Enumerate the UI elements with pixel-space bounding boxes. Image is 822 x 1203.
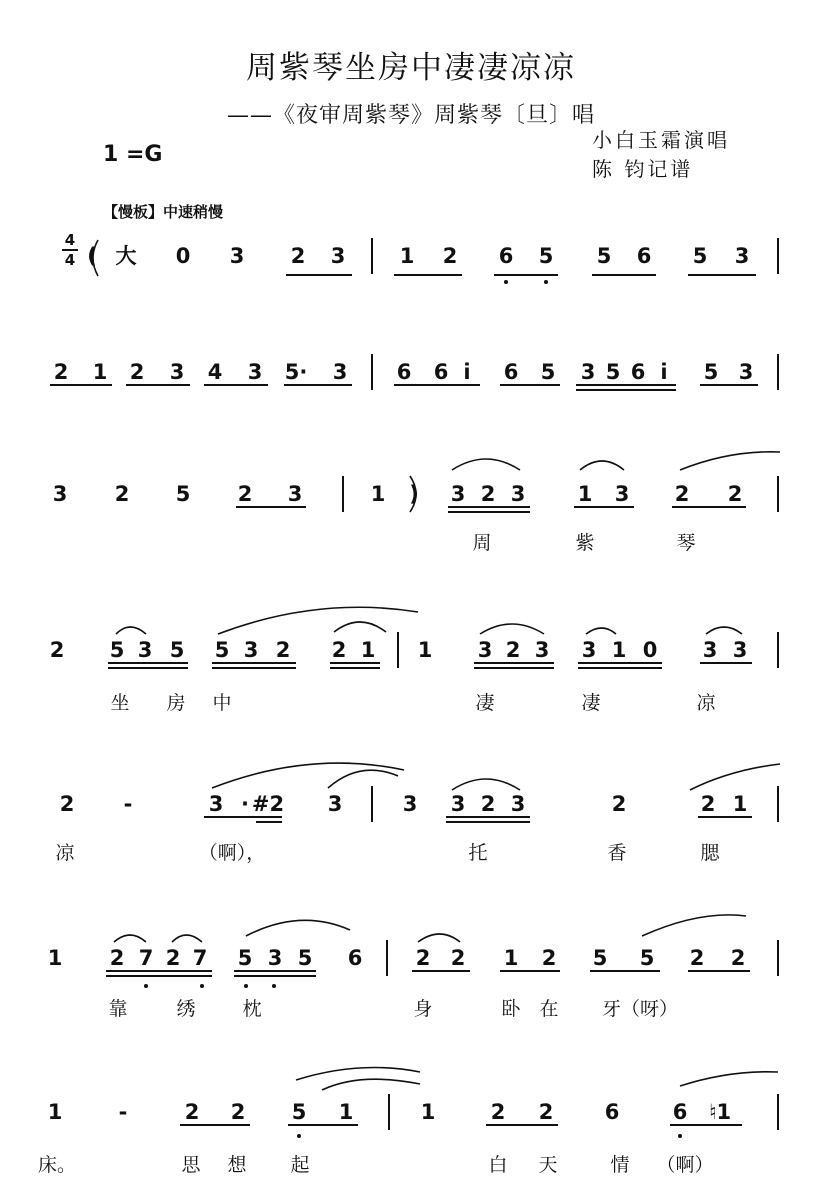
- note: 1: [338, 1100, 354, 1124]
- note: 1: [577, 482, 593, 506]
- note: 1: [611, 638, 627, 662]
- note: i: [660, 360, 668, 384]
- slur: [580, 461, 624, 470]
- note: 2: [331, 638, 347, 662]
- note: 1: [399, 244, 415, 268]
- note: 3: [169, 360, 185, 384]
- note: 1: [92, 360, 108, 384]
- note: 3: [477, 638, 493, 662]
- note: 2: [480, 792, 496, 816]
- lyric: 绣: [176, 998, 196, 1020]
- note: 3: [734, 244, 750, 268]
- note: 2: [442, 244, 458, 268]
- slur: [586, 628, 616, 634]
- slur: [680, 1072, 778, 1086]
- note: 6: [630, 360, 646, 384]
- note: 2: [415, 946, 431, 970]
- lyric: 白: [488, 1154, 508, 1176]
- open-paren: [93, 240, 98, 276]
- note: 1: [360, 638, 376, 662]
- slur: [322, 1079, 420, 1090]
- note: 2: [505, 638, 521, 662]
- note: 5: [703, 360, 719, 384]
- time-signature-bottom: 4: [64, 251, 76, 269]
- note: 0: [642, 638, 658, 662]
- slur: [114, 935, 146, 942]
- lyric: 思: [181, 1154, 201, 1176]
- note: 4: [207, 360, 223, 384]
- slur: [418, 934, 460, 942]
- note: 大: [115, 244, 137, 268]
- slur: [680, 452, 780, 470]
- note: ♮1: [708, 1100, 732, 1124]
- note: 5: [169, 638, 185, 662]
- singer-credit: 小白玉霜演唱: [592, 128, 730, 152]
- note: 2: [611, 792, 627, 816]
- slur: [690, 764, 780, 790]
- time-signature-top: 4: [64, 231, 76, 249]
- note: 2: [184, 1100, 200, 1124]
- note: 1: [47, 946, 63, 970]
- lyric: 天: [538, 1154, 558, 1176]
- note: 3: [614, 482, 630, 506]
- note: 3: [208, 792, 224, 816]
- transcriber-credit: 陈 钧记谱: [592, 157, 694, 181]
- note: 6: [503, 360, 519, 384]
- note: 7: [192, 946, 208, 970]
- note: 1: [420, 1100, 436, 1124]
- lyric: 想: [227, 1154, 247, 1176]
- lyric: 凉: [696, 692, 716, 714]
- note: 2: [230, 1100, 246, 1124]
- note: 2: [129, 360, 145, 384]
- note: 6: [604, 1100, 620, 1124]
- note: 5·: [284, 360, 308, 384]
- note: 3: [450, 482, 466, 506]
- note: 3: [402, 792, 418, 816]
- lyric: （啊）: [656, 1154, 714, 1176]
- lyric: 腮: [700, 842, 720, 864]
- note: 2: [730, 946, 746, 970]
- lyric: 香: [607, 842, 627, 864]
- note: 6: [433, 360, 449, 384]
- note: (: [87, 244, 97, 268]
- tempo-marking: 【慢板】中速稍慢: [103, 203, 224, 221]
- note: 5: [639, 946, 655, 970]
- note: 5: [692, 244, 708, 268]
- slur: [452, 779, 520, 790]
- note: 2: [290, 244, 306, 268]
- note: 2: [165, 946, 181, 970]
- note: 3: [738, 360, 754, 384]
- note: 3: [287, 482, 303, 506]
- note: ): [409, 482, 419, 506]
- lyric: 情: [610, 1154, 630, 1176]
- lyric: 紫: [575, 532, 595, 554]
- lyric: 枕: [242, 998, 262, 1020]
- lyric: 卧: [501, 998, 521, 1020]
- note: 3: [229, 244, 245, 268]
- note: 3: [510, 482, 526, 506]
- lyric: 凄: [581, 692, 601, 714]
- slur: [116, 627, 146, 634]
- lyric: 周: [472, 532, 492, 554]
- close-paren: [410, 476, 416, 512]
- note: 2: [700, 792, 716, 816]
- slur: [246, 920, 350, 936]
- slur: [328, 770, 398, 788]
- note: 3: [732, 638, 748, 662]
- note: 3: [581, 638, 597, 662]
- note: 3: [702, 638, 718, 662]
- key-signature: 1 =G: [103, 142, 163, 167]
- lyric: 牙（呀）: [601, 998, 679, 1020]
- note: 1: [732, 792, 748, 816]
- note: 3: [534, 638, 550, 662]
- note: 6: [672, 1100, 688, 1124]
- song-subtitle: ——《夜审周紫琴》周紫琴〔旦〕唱: [226, 103, 595, 128]
- slur: [642, 915, 746, 936]
- note: 2: [109, 946, 125, 970]
- note: 5: [540, 360, 556, 384]
- lyric: 起: [290, 1154, 310, 1176]
- note: 3: [580, 360, 596, 384]
- note: 2: [53, 360, 69, 384]
- slur: [334, 622, 386, 632]
- note: -: [123, 792, 133, 816]
- slur: [452, 459, 520, 470]
- slur: [212, 763, 404, 788]
- note: 2: [237, 482, 253, 506]
- note: 3: [52, 482, 68, 506]
- note: 3: [137, 638, 153, 662]
- note: 5: [237, 946, 253, 970]
- note: 3: [330, 244, 346, 268]
- note: 1: [503, 946, 519, 970]
- note: 2: [490, 1100, 506, 1124]
- note: 5: [605, 360, 621, 384]
- note: 7: [138, 946, 154, 970]
- note: 6: [396, 360, 412, 384]
- lyric: 在: [539, 998, 559, 1020]
- note: 5: [596, 244, 612, 268]
- note: 5: [592, 946, 608, 970]
- note: 3: [247, 360, 263, 384]
- lyric: 坐: [110, 692, 130, 714]
- lyric: 托: [468, 842, 488, 864]
- note: 6: [636, 244, 652, 268]
- lyric: 凄: [475, 692, 495, 714]
- slur: [296, 1068, 420, 1081]
- lyric: 身: [413, 998, 433, 1020]
- note: 5: [291, 1100, 307, 1124]
- slur: [480, 624, 544, 634]
- note: 3: [267, 946, 283, 970]
- note: 2: [689, 946, 705, 970]
- note: 5: [538, 244, 554, 268]
- note: 3: [450, 792, 466, 816]
- note: ·: [241, 792, 249, 816]
- note: 3: [510, 792, 526, 816]
- note: i: [463, 360, 471, 384]
- note: 3: [327, 792, 343, 816]
- note: -: [118, 1100, 128, 1124]
- note: 2: [480, 482, 496, 506]
- note: 5: [109, 638, 125, 662]
- note: 0: [175, 244, 191, 268]
- note: 2: [538, 1100, 554, 1124]
- slur: [218, 607, 418, 634]
- lyric: 凉: [55, 842, 75, 864]
- note: #2: [251, 792, 285, 816]
- note: 2: [674, 482, 690, 506]
- lyric: （啊），: [198, 842, 266, 864]
- note: 3: [243, 638, 259, 662]
- note: 2: [275, 638, 291, 662]
- note: 2: [59, 792, 75, 816]
- note: 6: [498, 244, 514, 268]
- note: 1: [47, 1100, 63, 1124]
- lyric: 房: [166, 692, 186, 714]
- note: 2: [541, 946, 557, 970]
- note: 5: [214, 638, 230, 662]
- lyric: 靠: [108, 998, 128, 1020]
- slur: [172, 935, 202, 942]
- note: 5: [175, 482, 191, 506]
- song-title: 周紫琴坐房中凄凄凉凉: [246, 50, 576, 86]
- note: 3: [332, 360, 348, 384]
- slur: [706, 627, 742, 634]
- note: 2: [114, 482, 130, 506]
- note: 2: [727, 482, 743, 506]
- note: 5: [297, 946, 313, 970]
- lyric: 床。: [37, 1154, 77, 1176]
- note: 2: [49, 638, 65, 662]
- note: 1: [370, 482, 386, 506]
- note: 6: [347, 946, 363, 970]
- note: 2: [450, 946, 466, 970]
- lyric: 中: [212, 692, 232, 714]
- note: 1: [417, 638, 433, 662]
- lyric: 琴: [676, 532, 696, 554]
